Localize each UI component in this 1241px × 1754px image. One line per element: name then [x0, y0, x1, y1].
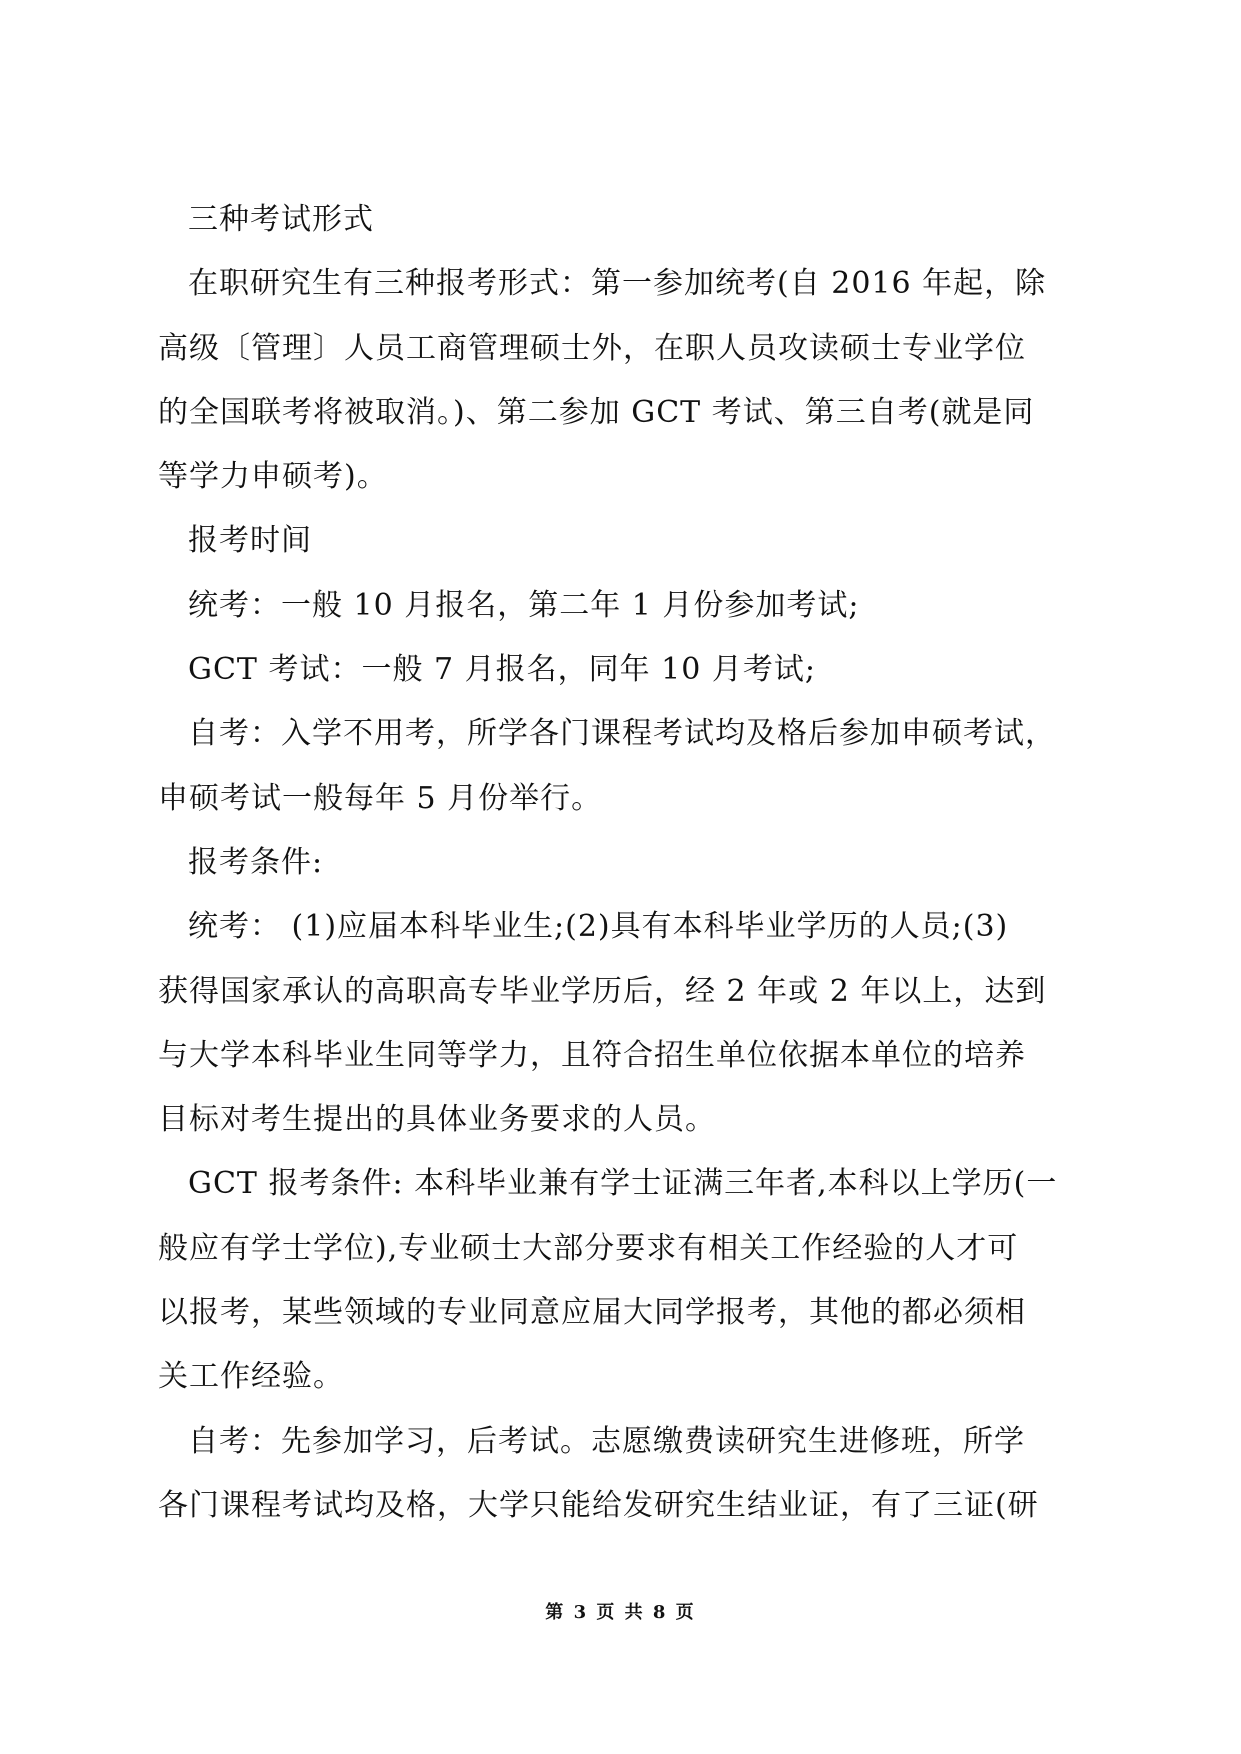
paragraph-line: 与大学本科毕业生同等学力，且符合招生单位依据本单位的培养 — [158, 1037, 1026, 1073]
section-heading: 报考条件: — [188, 844, 324, 880]
paragraph-line: 高级〔管理〕人员工商管理硕士外，在职人员攻读硕士专业学位 — [158, 330, 1026, 366]
paragraph-line: 的全国联考将被取消。)、第二参加 GCT 考试、第三自考(就是同 — [158, 394, 1035, 430]
paragraph-line: 在职研究生有三种报考形式：第一参加统考(自 2016 年起，除 — [188, 266, 1047, 302]
paragraph-line: 统考： (1)应届本科毕业生;(2)具有本科毕业学历的人员;(3) — [188, 909, 1009, 945]
section-heading: 三种考试形式 — [188, 202, 374, 237]
paragraph-line: 自考：先参加学习，后考试。志愿缴费读研究生进修班，所学 — [188, 1423, 1025, 1459]
paragraph-line: 自考：入学不用考，所学各门课程考试均及格后参加申硕考试， — [188, 716, 1056, 752]
paragraph-line: 目标对考生提出的具体业务要求的人员。 — [158, 1102, 716, 1138]
paragraph-line: GCT 报考条件: 本科毕业兼有学士证满三年者,本科以上学历(一 — [188, 1166, 1058, 1202]
paragraph-line: 各门课程考试均及格，大学只能给发研究生结业证，有了三证(研 — [158, 1487, 1039, 1523]
paragraph-line: 以报考，某些领域的专业同意应届大同学报考，其他的都必须相 — [158, 1295, 1026, 1331]
paragraph-line: GCT 考试：一般 7 月报名，同年 10 月考试; — [188, 652, 816, 688]
paragraph-line: 获得国家承认的高职高专毕业学历后，经 2 年或 2 年以上，达到 — [158, 973, 1047, 1009]
body-text — [158, 188, 1098, 1538]
page-number-footer: 第 3 页 共 8 页 — [545, 1602, 696, 1623]
paragraph-line: 等学力申硕考)。 — [158, 459, 388, 495]
paragraph-line: 关工作经验。 — [158, 1359, 344, 1395]
paragraph-line: 般应有学士学位),专业硕士大部分要求有相关工作经验的人才可 — [158, 1230, 1019, 1266]
paragraph-line: 申硕考试一般每年 5 月份举行。 — [158, 780, 603, 816]
paragraph-line: 统考：一般 10 月报名，第二年 1 月份参加考试; — [188, 587, 860, 623]
section-heading: 报考时间 — [188, 523, 312, 559]
